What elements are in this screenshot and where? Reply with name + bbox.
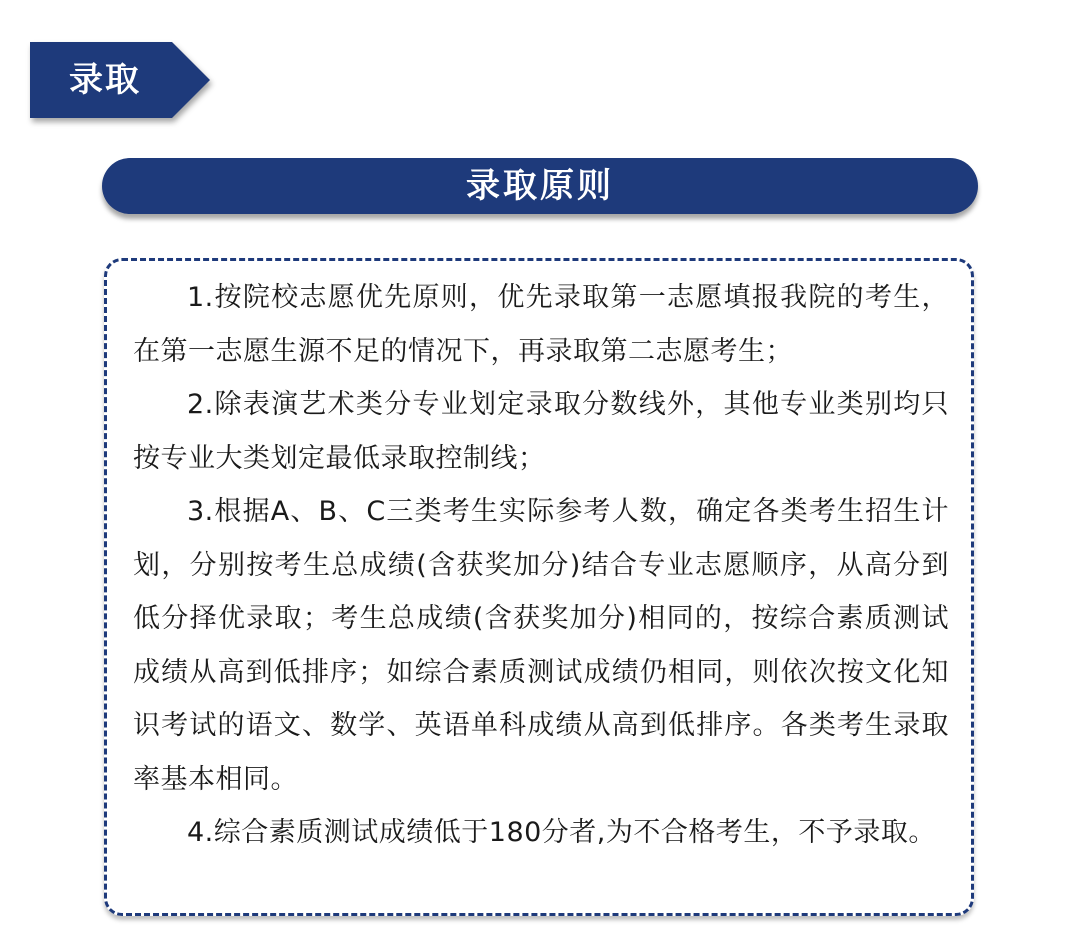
rule-paragraph-4: 4.综合素质测试成绩低于180分者,为不合格考生，不予录取。 bbox=[187, 817, 936, 848]
rule-paragraph-2: 2.除表演艺术类分专业划定录取分数线外，其他专业类别均只按专业大类划定最低录取控制线； bbox=[133, 389, 949, 474]
section-tag-label: 录取 bbox=[69, 60, 141, 100]
rule-paragraph-3: 3.根据A、B、C三类考生实际参考人数，确定各类考生招生计划，分别按考生总成绩(含获奖加分)结合专业志愿顺序，从高分到低分择优录取；考生总成绩(含获奖加分)相同的，按综合素质测试成绩从高到低排序；如综合素质测试成绩仍相同，则依次按文化知识考试的语文、数学、英语单科成绩从高到低排序。各类考生录取率基本相同。 bbox=[133, 496, 949, 795]
rules-content-box bbox=[104, 258, 974, 916]
section-banner bbox=[102, 158, 978, 214]
banner-title: 录取原则 bbox=[466, 166, 614, 206]
section-tag bbox=[30, 42, 212, 118]
rule-paragraph-1: 1.按院校志愿优先原则，优先录取第一志愿填报我院的考生，在第一志愿生源不足的情况下，再录取第二志愿考生； bbox=[133, 282, 949, 367]
